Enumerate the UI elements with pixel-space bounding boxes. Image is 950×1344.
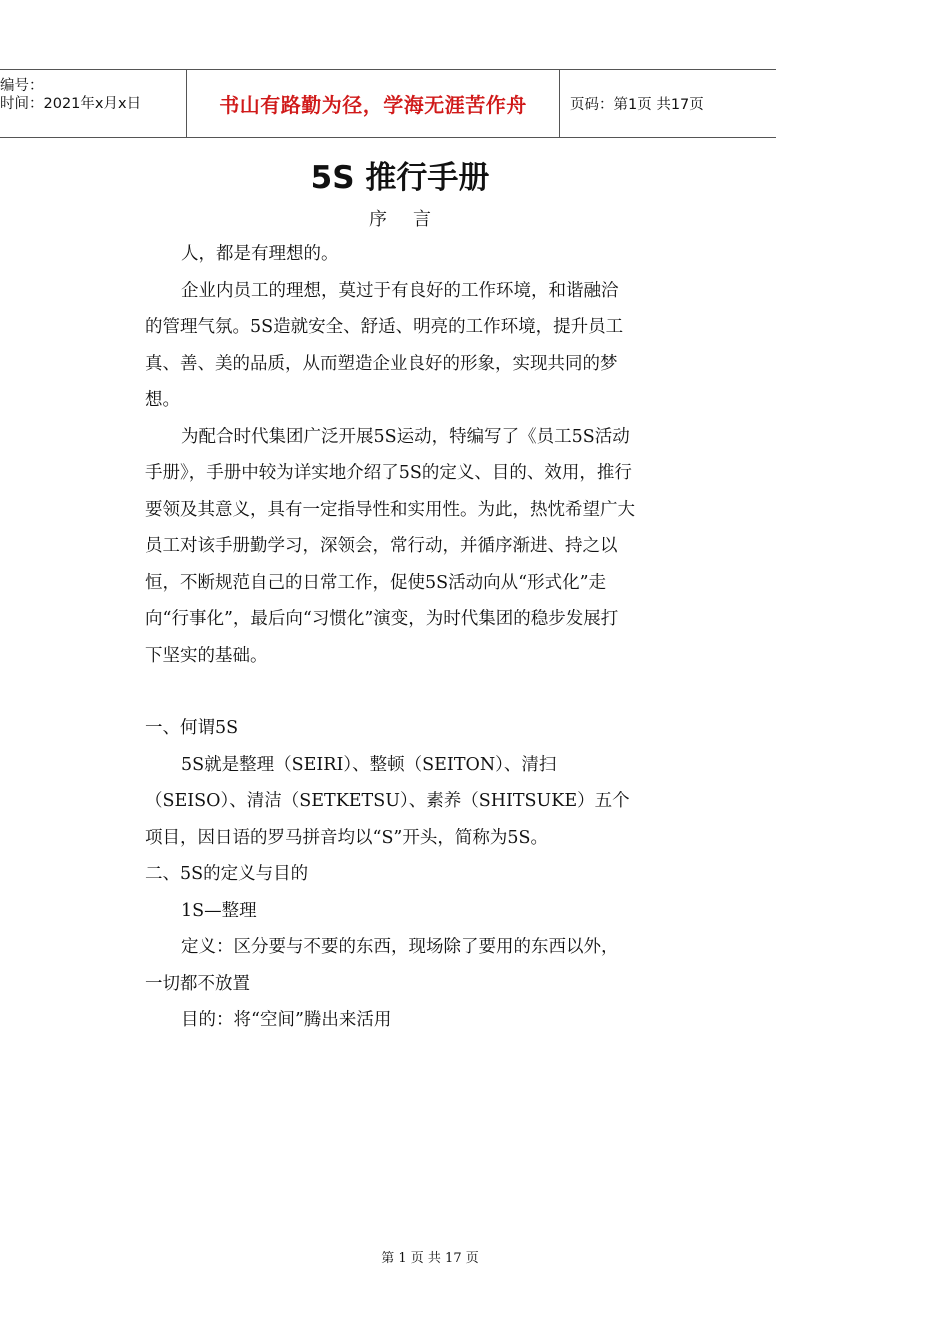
preface-heading: 序言 <box>369 209 457 230</box>
section-heading-what-is-5s: 一、何谓5S <box>145 718 239 738</box>
paragraph-intro: 人，都是有理想的。 <box>181 244 339 264</box>
page-footer: 第 1 页 共 17 页 <box>381 1251 479 1266</box>
header-motto-cell <box>187 70 560 137</box>
document-body <box>145 236 635 1039</box>
document-time-label: 时间：2021年x月x日 <box>0 96 142 112</box>
header-page-cell <box>560 70 776 137</box>
paragraph-1s-definition: 定义：区分要与不要的东西，现场除了要用的东西以外，一切都不放置 <box>145 937 619 994</box>
header-meta-cell <box>0 70 187 137</box>
paragraph-1s-purpose: 目的：将“空间”腾出来活用 <box>181 1010 392 1030</box>
document-number-label: 编号： <box>0 78 44 94</box>
paragraph-5s-definition: 5S就是整理（SEIRI）、整顿（SEITON）、清扫（SEISO）、清洁（SETKETSU）、素养（SHITSUKE）五个项目，因日语的罗马拼音均以“S”开头，简称为5S。 <box>145 754 630 848</box>
paragraph-spacer <box>145 674 635 710</box>
subsection-heading-1s: 1S—整理 <box>181 900 257 921</box>
paragraph-purpose: 为配合时代集团广泛开展5S运动，特编写了《员工5S活动手册》，手册中较为详实地介绍了5S的定义、目的、效用，推行要领及其意义，具有一定指导性和实用性。为此，热忱希望广大员工对该手册勤学习，深领会，常行动，并循序渐进、持之以恒，不断规范自己的日常工作，促使5S活动向从“形式化”走向“行事化”，最后向“习惯化”演变，为时代集团的稳步发展打下坚实的基础。 <box>145 426 635 666</box>
header-page-info: 页码：第1页 共17页 <box>570 97 704 113</box>
paragraph-ideal: 企业内员工的理想，莫过于有良好的工作环境，和谐融洽的管理气氛。5S造就安全、舒适、明亮的工作环境，提升员工真、善、美的品质，从而塑造企业良好的形象，实现共同的梦想。 <box>145 280 624 410</box>
document-title: 5S 推行手册 <box>310 160 490 196</box>
section-heading-definition-purpose: 二、5S的定义与目的 <box>145 864 309 884</box>
header-motto: 书山有路勤为径，学海无涯苦作舟 <box>219 93 527 117</box>
header-table <box>0 69 776 138</box>
